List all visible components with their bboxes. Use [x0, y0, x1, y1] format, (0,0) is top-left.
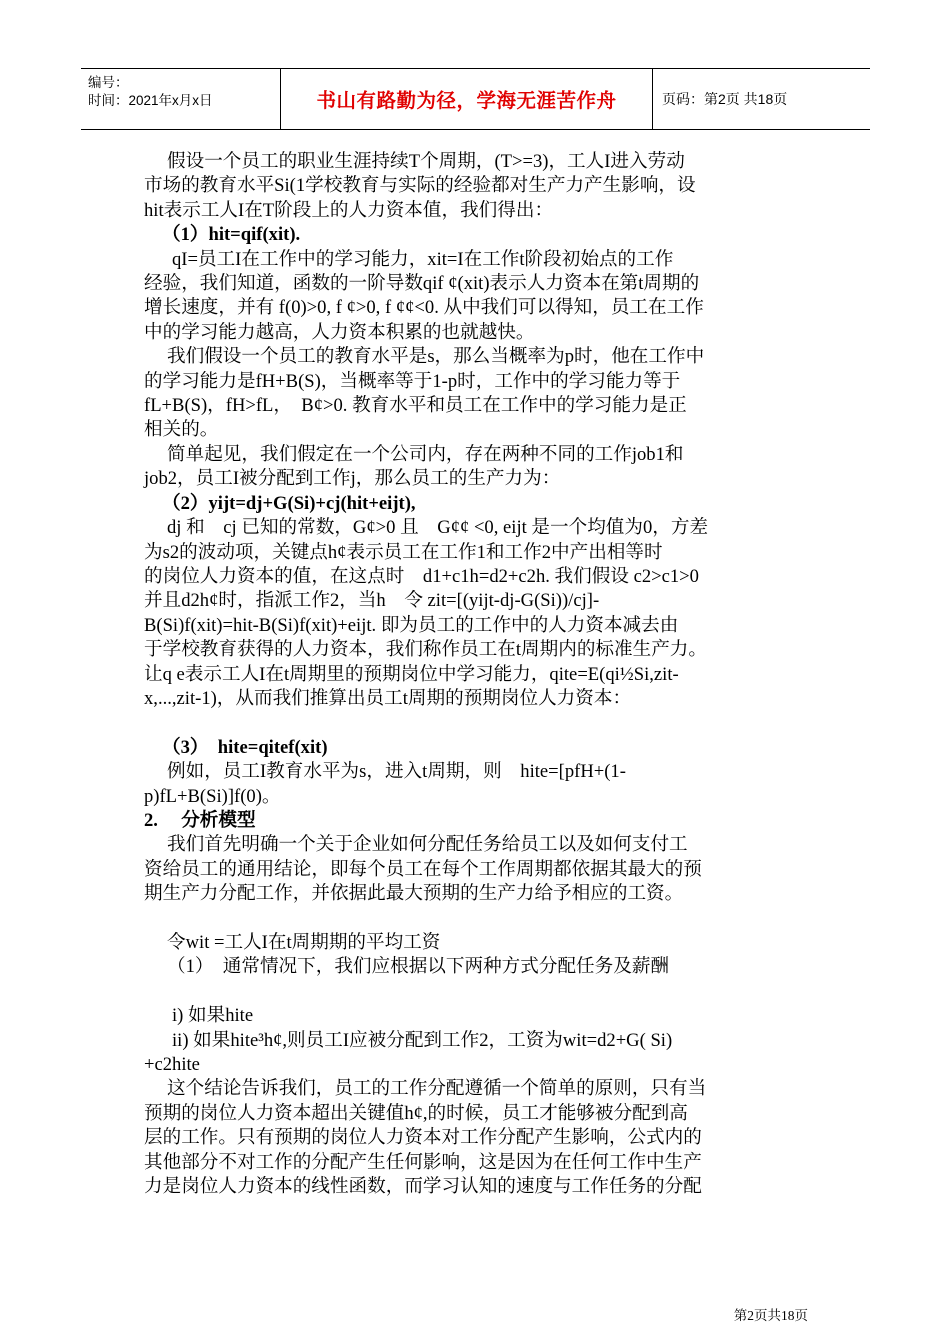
body-line: B(Si)f(xit)=hit-B(Si)f(xit)+eijt. 即为员工的工作中的人力资本减去由 — [144, 614, 679, 636]
body-line: 期生产力分配工作，并依据此最大预期的生产力给予相应的工资。 — [144, 883, 684, 905]
body-line: （1） 通常情况下，我们应根据以下两种方式分配任务及薪酬 — [167, 956, 670, 978]
body-line: 的学习能力是fH+B(S)，当概率等于1-p时，工作中的学习能力等于 — [144, 370, 681, 392]
header-motto: 书山有路勤为径，学海无涯苦作舟 — [316, 89, 617, 112]
body-line: +c2hite — [144, 1053, 200, 1075]
document-date: 时间：2021年x月x日 — [88, 93, 213, 108]
body-line: 经验，我们知道，函数的一阶导数qif ¢(xit)表示人力资本在第t周期的 — [144, 273, 700, 295]
body-line: 预期的岗位人力资本超出关键值h¢,的时候，员工才能够被分配到高 — [144, 1102, 688, 1124]
body-line: job2，员工I被分配到工作j，那么员工的生产力为： — [144, 468, 561, 490]
blank-line — [144, 711, 812, 735]
body-line: 这个结论告诉我们，员工的工作分配遵循一个简单的原则，只有当 — [167, 1078, 707, 1100]
body-line: x,...,zit-1)，从而我们推算出员工t周期的预期岗位人力资本： — [144, 687, 632, 709]
page-header — [81, 68, 870, 130]
body-line: 为s2的波动项，关键点h¢表示员工在工作1和工作2中产出相等时 — [144, 541, 663, 563]
body-line: 并且d2h¢时，指派工作2，当h 令 zit=[(yijt-dj-G(Si))/cj]- — [144, 590, 600, 612]
body-line: （2）yijt=dj+G(Si)+cj(hit+eijt), — [162, 492, 416, 514]
document-number-label: 编号： — [88, 75, 129, 90]
body-line: 相关的。 — [144, 419, 219, 441]
body-line: 层的工作。只有预期的岗位人力资本对工作分配产生影响，公式内的 — [144, 1127, 702, 1149]
header-page-info: 页码：第2页 共18页 — [662, 91, 788, 107]
body-line: 力是岗位人力资本的线性函数，而学习认知的速度与工作任务的分配 — [144, 1176, 702, 1198]
header-meta — [81, 69, 281, 129]
body-line: 假设一个员工的职业生涯持续T个周期，(T>=3)，工人I进入劳动 — [167, 151, 685, 172]
document-body — [144, 150, 812, 1199]
body-line: （1）hit=qif(xit). — [162, 224, 301, 246]
body-line: 令wit =工人I在t周期期的平均工资 — [167, 931, 441, 953]
body-line: 让q e表示工人I在t周期里的预期岗位中学习能力，qite=E(qi½Si,zit- — [144, 663, 679, 685]
body-line: 中的学习能力越高，人力资本积累的也就越快。 — [144, 321, 535, 343]
blank-line — [144, 980, 812, 1004]
body-line: 的岗位人力资本的值，在这点时 d1+c1h=d2+c2h. 我们假设 c2>c1>0 — [144, 565, 699, 587]
body-line: 我们首先明确一个关于企业如何分配任务给员工以及如何支付工 — [167, 834, 688, 856]
body-line: 于学校教育获得的人力资本，我们称作员工在t周期内的标准生产力。 — [144, 639, 707, 661]
body-line: 例如，员工I教育水平为s，进入t周期，则 hite=[pfH+(1- — [167, 761, 626, 783]
body-line: fL+B(S)，fH>fL， B¢>0. 教育水平和员工在工作中的学习能力是正 — [144, 395, 687, 417]
body-line: 2. 分析模型 — [144, 809, 256, 831]
body-line: 其他部分不对工作的分配产生任何影响，这是因为在任何工作中生产 — [144, 1151, 702, 1173]
body-line: p)fL+B(Si)]f(0)。 — [144, 785, 281, 807]
body-line: 市场的教育水平Si(1学校教育与实际的经验都对生产力产生影响，设 — [144, 175, 696, 197]
page-footer: 第2页共18页 — [733, 1308, 808, 1323]
body-line: 我们假设一个员工的教育水平是s，那么当概率为p时，他在工作中 — [167, 346, 705, 368]
body-line: 增长速度，并有 f(0)>0, f ¢>0, f ¢¢<0. 从中我们可以得知，员工在工作 — [144, 297, 704, 319]
header-motto-cell — [281, 69, 653, 129]
body-line: 简单起见，我们假定在一个公司内，存在两种不同的工作job1和 — [167, 443, 684, 465]
body-line: ii) 如果hite³h¢,则员工I应被分配到工作2，工资为wit=d2+G( Si) — [172, 1029, 673, 1051]
body-line: hit表示工人I在T阶段上的人力资本值，我们得出： — [144, 199, 554, 221]
blank-line — [144, 907, 812, 931]
body-line: qI=员工I在工作中的学习能力，xit=I在工作t阶段初始点的工作 — [172, 248, 674, 270]
body-line: 资给员工的通用结论，即每个员工在每个工作周期都依据其最大的预 — [144, 858, 702, 880]
body-line: i) 如果hite — [172, 1005, 254, 1027]
body-line: （3） hite=qitef(xit) — [162, 736, 328, 758]
body-line: dj 和 cj 已知的常数，G¢>0 且 G¢¢ <0, eijt 是一个均值为0，方差 — [167, 517, 709, 539]
